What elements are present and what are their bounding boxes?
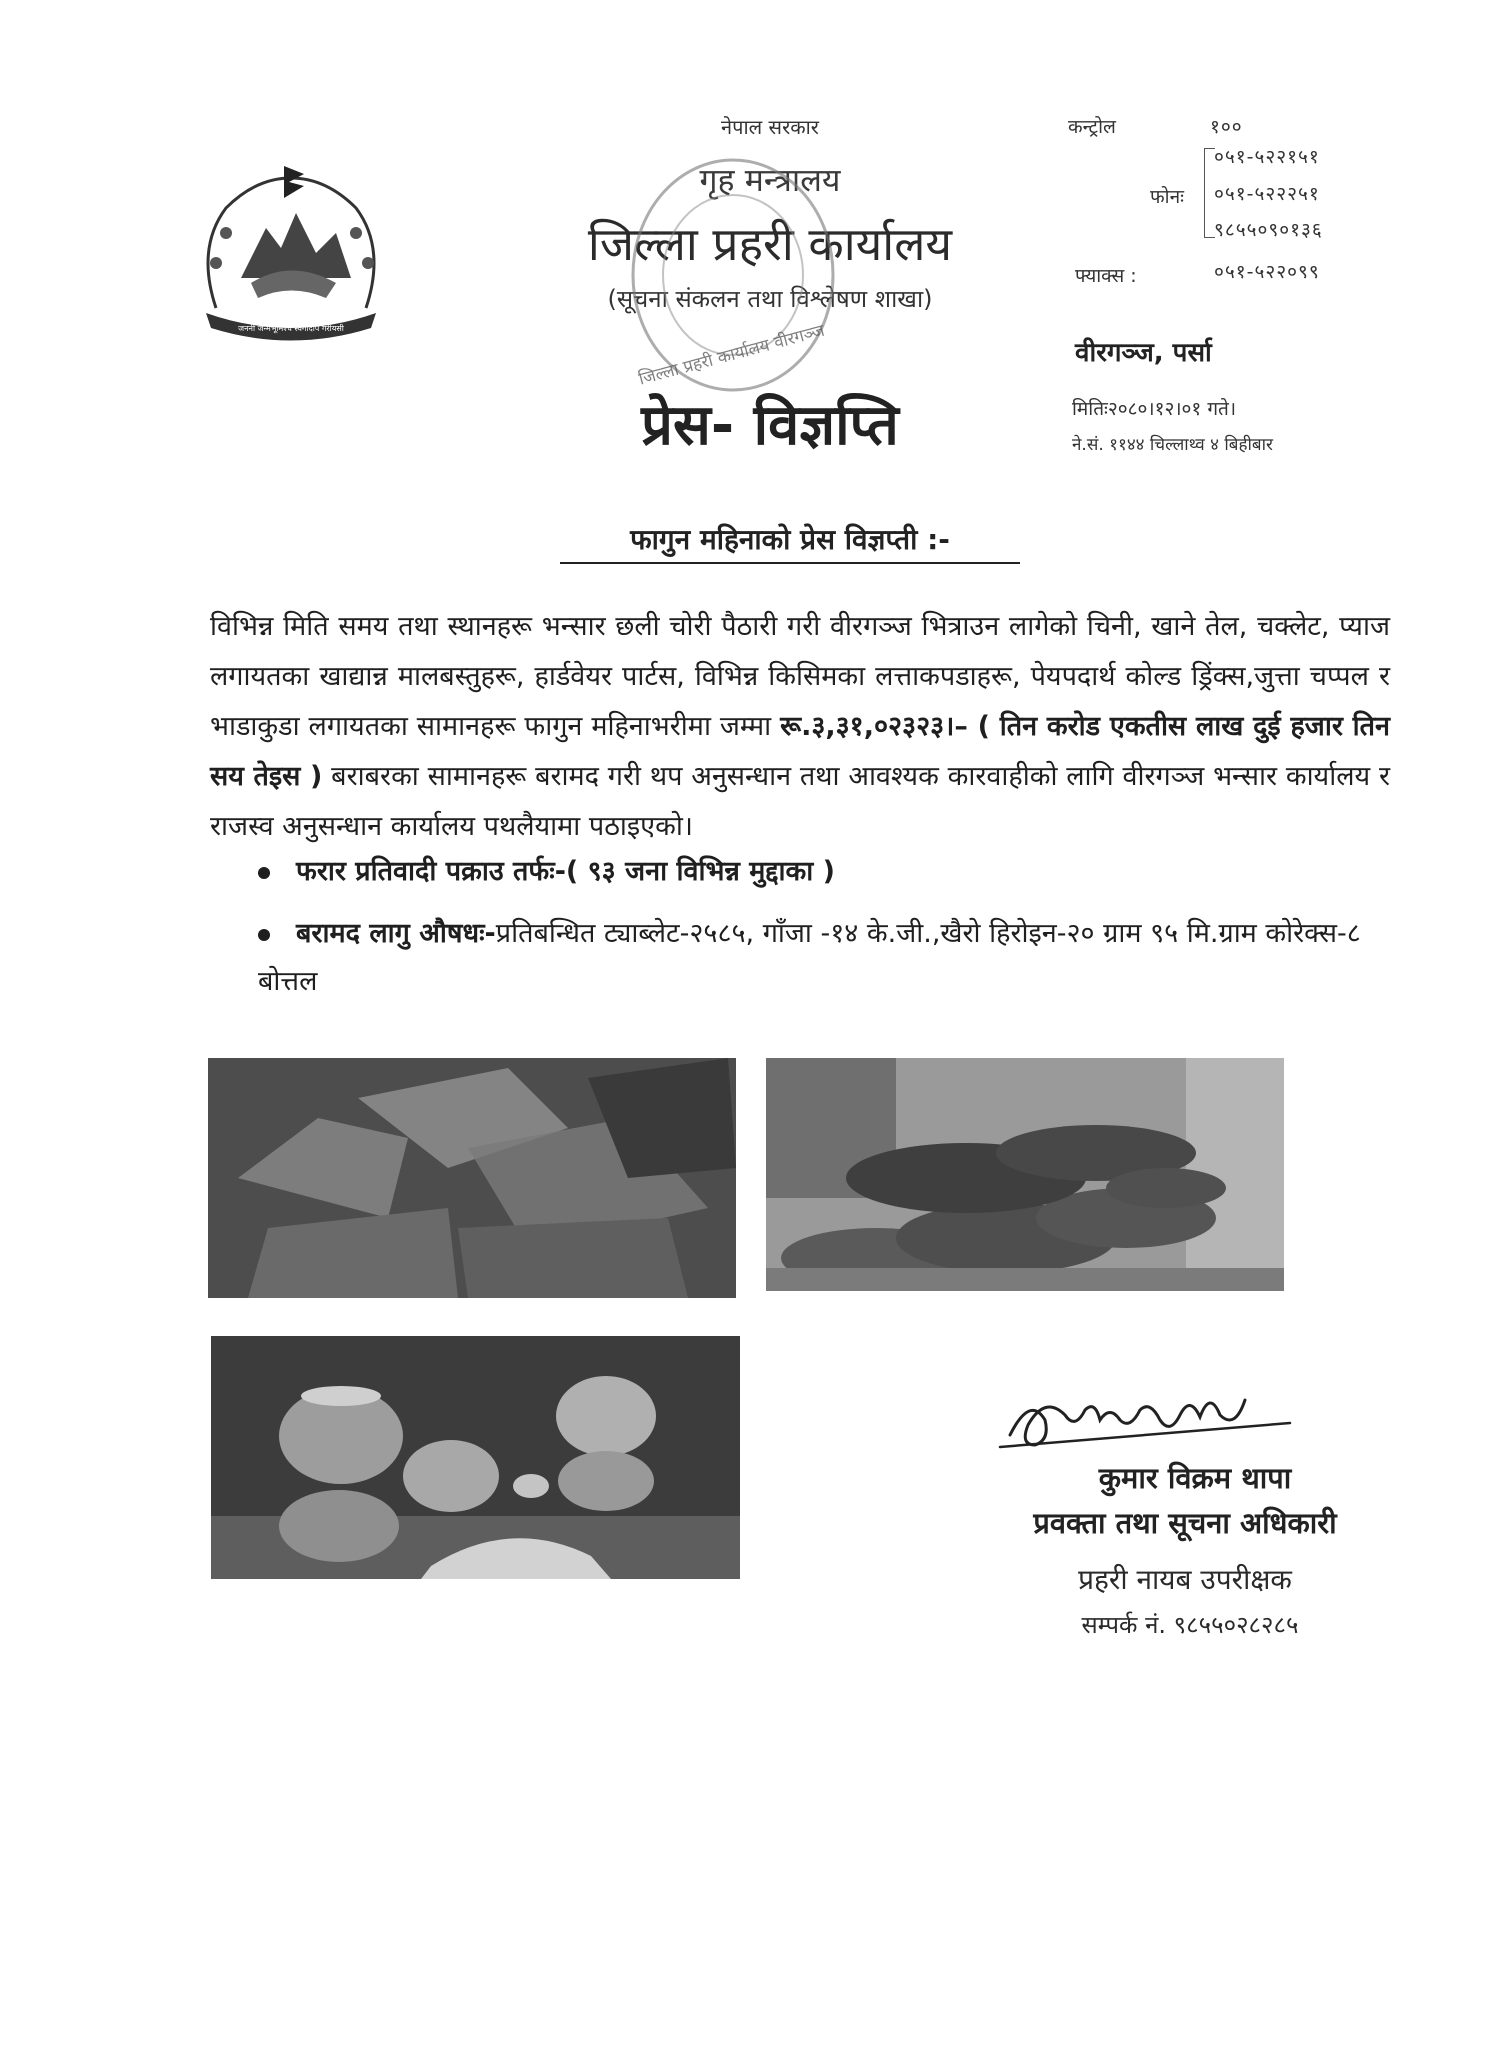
bullet-item-arrests: [258, 848, 1378, 896]
phone-number-2: ०५१-५२२२५१: [1214, 183, 1320, 205]
sacks-image: [766, 1058, 1284, 1291]
clothing-bundles-image: [208, 1058, 736, 1298]
signatory-role: प्रवक्ता तथा सूचना अधिकारी: [1033, 1506, 1337, 1540]
nepal-emblem-icon: [186, 158, 396, 343]
signatory-name: कुमार विक्रम थापा: [1098, 1461, 1292, 1495]
bullet-value: प्रतिबन्धित ट्याब्लेट-२५८५, गाँजा -१४ के.जी.,खैरो हिरोइन-२० ग्राम ९५ मि.ग्राम कोरेक्स-८ बोत्तल: [258, 918, 1361, 997]
press-release-title: प्रेस- विज्ञप्ति: [641, 393, 899, 458]
utensils-image: [211, 1336, 740, 1579]
phone-number-3: ९८५५०९०१३६: [1214, 219, 1323, 241]
phone-label: फोनः: [1150, 186, 1184, 208]
signatory-contact: सम्पर्क नं. ९८५५०२८२८५: [1081, 1611, 1299, 1639]
fax-label: फ्याक्स :: [1075, 265, 1137, 287]
fax-value: ०५१-५२२०९९: [1214, 261, 1320, 283]
photo-seized-sacks: [766, 1058, 1284, 1291]
bullet-dot-icon: [258, 929, 270, 941]
paragraph-text-2: बराबरका सामानहरू बरामद गरी थप अनुसन्धान तथा आवश्यक कारवाहीको लागि वीरगञ्ज भन्सार कार्यालय र राजस्व अनुसन्धान कार्यालय पथलैयामा पठाइएको।: [210, 761, 1391, 842]
bullet-label: बरामद लागु औषधः-: [296, 918, 496, 949]
bullet-item-drugs: [258, 910, 1378, 1006]
office-stamp: [625, 150, 840, 400]
stamp-text: जिल्ला प्रहरी कार्यालय वीरगञ्ज: [636, 320, 827, 390]
main-paragraph: [210, 602, 1390, 852]
seized-amount-words: ( तिन करोड एकतीस लाख दुई हजार तिन सय तेइस ): [210, 711, 1390, 792]
date-line: मितिः२०८०।१२।०१ गते।: [1072, 398, 1237, 420]
signature: [990, 1375, 1310, 1455]
control-label: कन्ट्रोल: [1068, 116, 1116, 138]
ministry-name: गृह मन्त्रालय: [699, 161, 841, 199]
paragraph-text-1: विभिन्न मिति समय तथा स्थानहरू भन्सार छली चोरी पैठारी गरी वीरगञ्ज भित्राउन लागेको चिनी, खाने तेल, चक्लेट, प्याज लगायतका खाद्यान्न मालबस्तुहरू, हार्डवेयर पार्टस, विभिन्न किसिमका लत्ताकपडाहरू, पेयपदार्थ कोल्ड ड्रिंक्स,जुत्ता चप्पल र भाडाकुडा लगायतका सामानहरू फागुन महिनाभरीमा जम्मा: [210, 611, 1390, 742]
seized-amount: रू.३,३१,०२३२३।–: [780, 711, 968, 742]
bullet-label: फरार प्रतिवादी पक्राउ तर्फः-: [296, 856, 566, 887]
government-name: नेपाल सरकार: [721, 115, 819, 139]
signatory-rank: प्रहरी नायब उपरीक्षक: [1078, 1563, 1292, 1596]
bullet-dot-icon: [258, 867, 270, 879]
bullet-value: ( ९३ जना विभिन्न मुद्दाका ): [565, 856, 835, 887]
office-name: जिल्ला प्रहरी कार्यालय: [587, 217, 953, 271]
place: वीरगञ्ज, पर्सा: [1075, 338, 1212, 368]
photo-seized-utensils: [211, 1336, 740, 1579]
photo-seized-clothing: [208, 1058, 736, 1298]
control-value: १००: [1210, 116, 1243, 138]
subject-heading: फागुन महिनाको प्रेस विज्ञप्ती :-: [560, 520, 1020, 564]
branch-name: (सूचना संकलन तथा विश्लेषण शाखा): [607, 285, 933, 313]
emblem-motto: जननी जन्मभूमिश्च स्वर्गादपि गरीयसी: [238, 324, 344, 333]
phone-number-1: ०५१-५२२१५१: [1214, 146, 1320, 168]
nepal-sambat-date: ने.सं. ११४४ चिल्लाथ्व ४ बिहीबार: [1072, 435, 1273, 455]
